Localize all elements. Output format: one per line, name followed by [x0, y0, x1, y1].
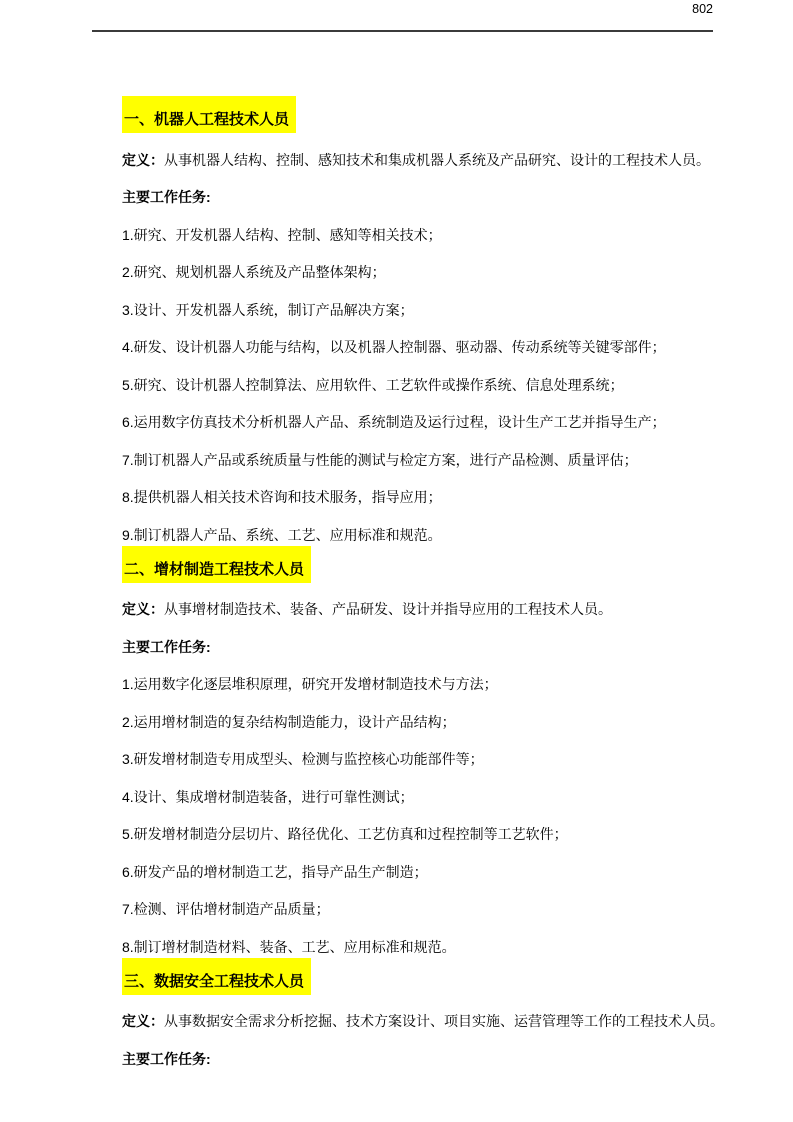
task-item: 4.研发、设计机器人功能与结构，以及机器人控制器、驱动器、传动系统等关键零部件； [122, 339, 666, 355]
definition-text: 从事增材制造技术、装备、产品研发、设计并指导应用的工程技术人员。 [164, 601, 612, 617]
occupation-section [122, 96, 762, 546]
heading-text: 三、数据安全工程技术人员 [124, 972, 305, 990]
task-item: 7.检测、评估增材制造产品质量； [122, 901, 330, 917]
tasks-label: 主要工作任务: [122, 638, 211, 655]
task-item: 5.研发增材制造分层切片、路径优化、工艺仿真和过程控制等工艺软件； [122, 826, 568, 842]
task-item: 1.运用数字化逐层堆积原理，研究开发增材制造技术与方法； [122, 676, 498, 692]
section-heading [122, 546, 762, 583]
task-item: 7.制订机器人产品或系统质量与性能的测试与检定方案，进行产品检测、质量评估； [122, 451, 638, 468]
occupation-section [122, 958, 762, 1070]
definition-paragraph [122, 150, 762, 171]
heading-highlight [122, 546, 311, 583]
tasks-label: 主要工作任务: [122, 189, 211, 205]
task-item: 8.提供机器人相关技术咨询和技术服务，指导应用； [122, 489, 442, 505]
task-item: 8.制订增材制造材料、装备、工艺、应用标准和规范。 [122, 938, 456, 955]
task-item: 9.制订机器人产品、系统、工艺、应用标准和规范。 [122, 526, 442, 543]
heading-text: 一、机器人工程技术人员 [124, 111, 290, 128]
definition-label: 定义： [122, 151, 164, 168]
definition-paragraph [122, 599, 762, 620]
definition-text: 从事数据安全需求分析挖掘、技术方案设计、项目实施、运营管理等工作的工程技术人员。 [164, 1013, 724, 1029]
document-content [122, 0, 762, 1086]
section-heading [122, 96, 762, 133]
definition-label: 定义： [122, 601, 164, 617]
task-item: 6.研发产品的增材制造工艺，指导产品生产制造； [122, 863, 428, 880]
definition-label: 定义： [122, 1013, 164, 1029]
task-item: 2.运用增材制造的复杂结构制造能力，设计产品结构； [122, 713, 456, 730]
page-number: 802 [692, 2, 713, 16]
heading-highlight [122, 96, 296, 133]
task-item: 3.研发增材制造专用成型头、检测与监控核心功能部件等； [122, 751, 484, 767]
task-item: 4.设计、集成增材制造装备，进行可靠性测试； [122, 788, 414, 805]
task-item: 1.研究、开发机器人结构、控制、感知等相关技术； [122, 226, 442, 243]
task-item: 3.设计、开发机器人系统，制订产品解决方案； [122, 301, 414, 318]
section-heading [122, 958, 762, 995]
heading-highlight [122, 958, 311, 995]
task-item: 6.运用数字仿真技术分析机器人产品、系统制造及运行过程，设计生产工艺并指导生产； [122, 414, 666, 430]
tasks-label: 主要工作任务: [122, 1050, 211, 1067]
occupation-section [122, 546, 762, 958]
definition-text: 从事机器人结构、控制、感知技术和集成机器人系统及产品研究、设计的工程技术人员。 [164, 151, 710, 168]
definition-paragraph [122, 1011, 762, 1032]
task-item: 2.研究、规划机器人系统及产品整体架构； [122, 264, 386, 280]
task-item: 5.研究、设计机器人控制算法、应用软件、工艺软件或操作系统、信息处理系统； [122, 376, 624, 393]
heading-text: 二、增材制造工程技术人员 [124, 560, 305, 578]
